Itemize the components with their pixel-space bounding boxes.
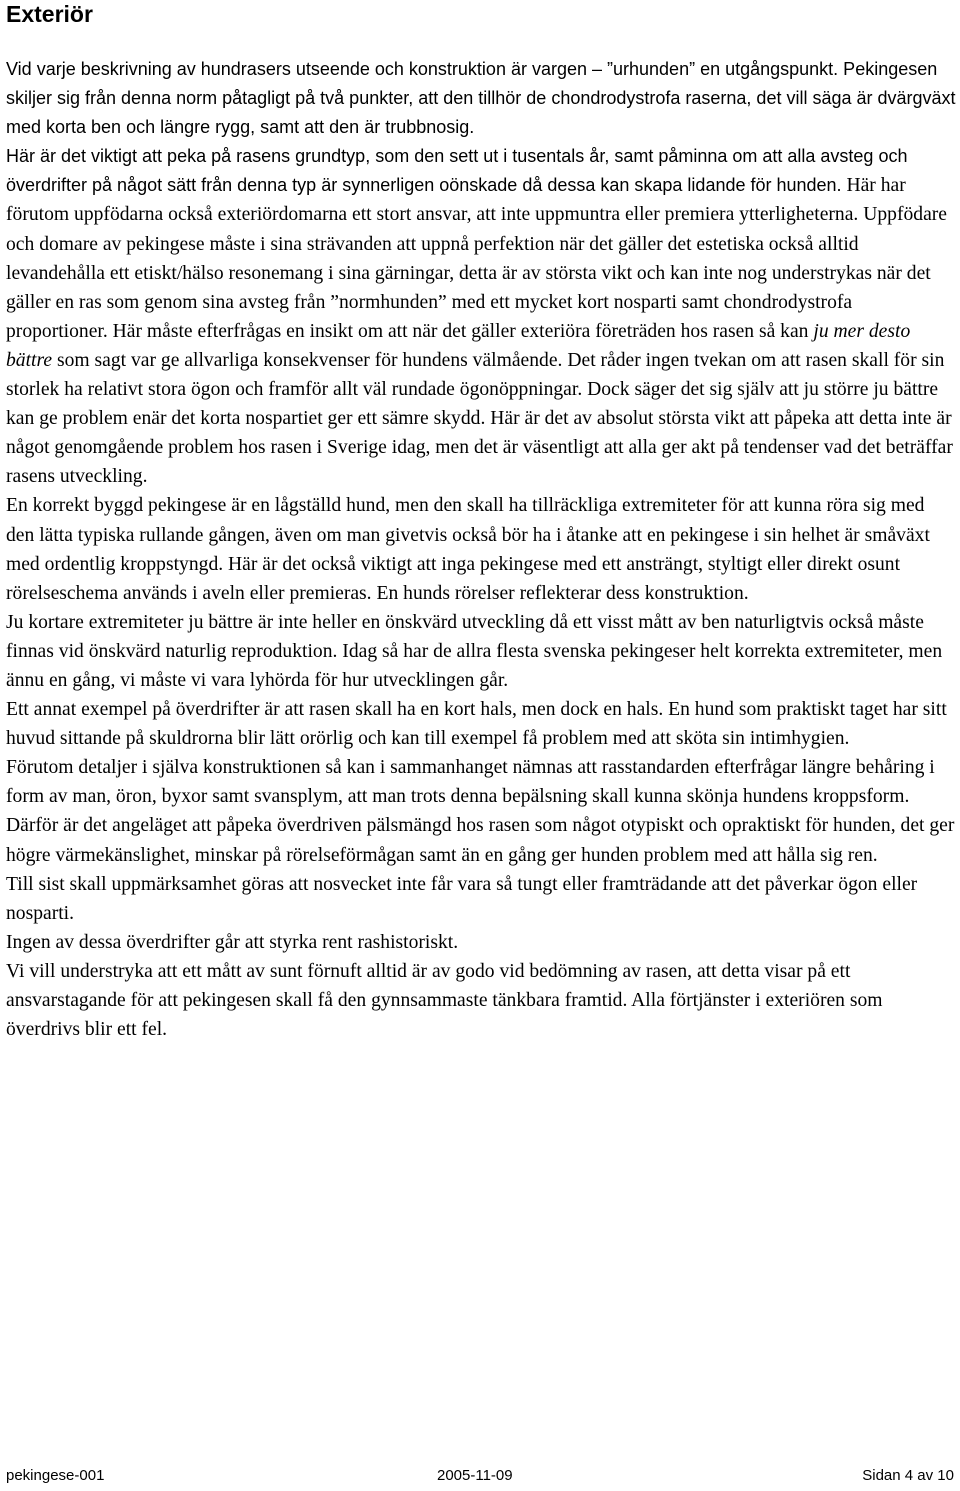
paragraph-hals: Ett annat exempel på överdrifter är att rasen skall ha en kort hals, men dock en hals. En hund som praktiskt taget har sitt huvud sittande på skuldrorna blir lätt orörlig och kan till exempel få problem med att sköta sin intimhygien. — [6, 699, 947, 750]
paragraph-grundtyp-lead: Här är det viktigt att peka på rasens grundtyp, som den sett ut i tusentals år, samt påminna om att alla avsteg och överdrifter på något sätt från denna typ är synnerligen oönskade då dessa kan skapa lidande för hunden. — [6, 146, 908, 196]
paragraph-konstruktion: En korrekt byggd pekingese är en lågställd hund, men den skall ha tillräckliga extremiteter för att kunna röra sig med den lätta typiska rullande gången, även om man givetvis också bör ha i åtanke att en pekingese i sin helhet är småväxt med ordentlig kroppstyngd. Här är det också viktigt att inga pekingese med ett ansträngt, styltigt eller direkt osunt rörelseschema används i aveln eller premieras. En hunds rörelser reflekterar dess konstruktion. — [6, 495, 930, 604]
paragraph-intro — [6, 55, 957, 142]
paragraph-grundtyp-text-b: som sagt var ge allvarliga konsekvenser för hundens välmående. Det råder ingen tvekan om att rasen skall för sin storlek ha relativt stora ögon och framför allt väl rundade ögonöppningar. Dock säger det sig själv att ju större ju bättre kan ge problem enär det korta nospartiet ger ett sämre skydd. Här är det av absolut största vikt att påpeka att detta inte är något genomgående problem hos rasen i Sverige idag, men det är väsentligt att alla ger akt på tendenser vad det beträffar rasens utveckling. — [6, 349, 953, 488]
footer-page-number: Sidan 4 av 10 — [862, 1467, 954, 1484]
paragraph-nosveck: Till sist skall uppmärksamhet göras att nosvecket inte får vara så tungt eller framträdande att det påverkar ögon eller nosparti. — [6, 873, 918, 924]
paragraph-intro-text: Vid varje beskrivning av hundrasers utseende och konstruktion är vargen – ”urhunden” en utgångspunkt. Pekingesen skiljer sig från denna norm påtagligt på två punkter, att den tillhör de chondrodystrofa raserna, det vill säga är dvärgväxt med korta ben och längre rygg, samt att den är trubbnosig. — [6, 59, 956, 138]
paragraph-rashistoria: Ingen av dessa överdrifter går att styrka rent rashistoriskt. — [6, 931, 459, 953]
page-footer — [6, 1466, 954, 1486]
body-text — [6, 55, 957, 1044]
paragraph-pals: Förutom detaljer i själva konstruktionen så kan i sammanhanget nämnas att rasstandarden efterfrågar längre behåring i form av man, öron, byxor samt svansplym, att man trots denna bepälsning skall kunna skönja hundens kroppsform. Därför är det angeläget att påpeka överdriven pälsmängd hos rasen som något otypiskt och opraktiskt för hunden, det ger högre värmekänslighet, minskar på rörelseförmågan samt än en gång ger hunden problem med att hålla sig ren. — [6, 757, 955, 866]
paragraph-grundtyp-emphasis: ju mer desto bättre — [6, 320, 911, 371]
paragraph-grundtyp-text-a: Här har förutom uppfödarna också exteriördomarna ett stort ansvar, att inte uppmuntra eller premiera ytterligheterna. Uppfödare och domare av pekingese måste i sina strävanden att uppnå perfektion när det gäller det estetiska också alltid levandehålla ett etiskt/hälso resonemang i sina gärningar, detta är av största vikt och kan inte nog understrykas när det gäller en ras som genom sina avsteg från ”normhunden” med ett mycket kort nosparti samt chondrodystrofa proportioner. Här måste efterfrågas en insikt om att när det gäller exteriöra företräden hos rasen så kan — [6, 175, 947, 342]
footer-doc-id: pekingese-001 — [6, 1467, 105, 1484]
section-title: Exteriör — [6, 1, 93, 27]
paragraph-extremiteter: Ju kortare extremiteter ju bättre är inte heller en önskvärd utveckling då ett visst mått av ben naturligtvis också måste finnas vid önskvärd naturlig reproduktion. Idag så har de allra flesta svenska pekingeser helt korrekta extremiteter, men ännu en gång, vi måste vi vara lyhörda för hur utvecklingen går. — [6, 611, 943, 691]
paragraph-grundtyp — [6, 142, 957, 491]
footer-date: 2005-11-09 — [437, 1467, 513, 1484]
paragraph-slutsats: Vi vill understryka att ett mått av sunt förnuft alltid är av godo vid bedömning av rasen, att detta visar på ett ansvarstagande för att pekingesen skall få den gynnsammaste tänkbara framtid. Alla förtjänster i exteriören som överdrivs blir ett fel. — [6, 960, 883, 1041]
